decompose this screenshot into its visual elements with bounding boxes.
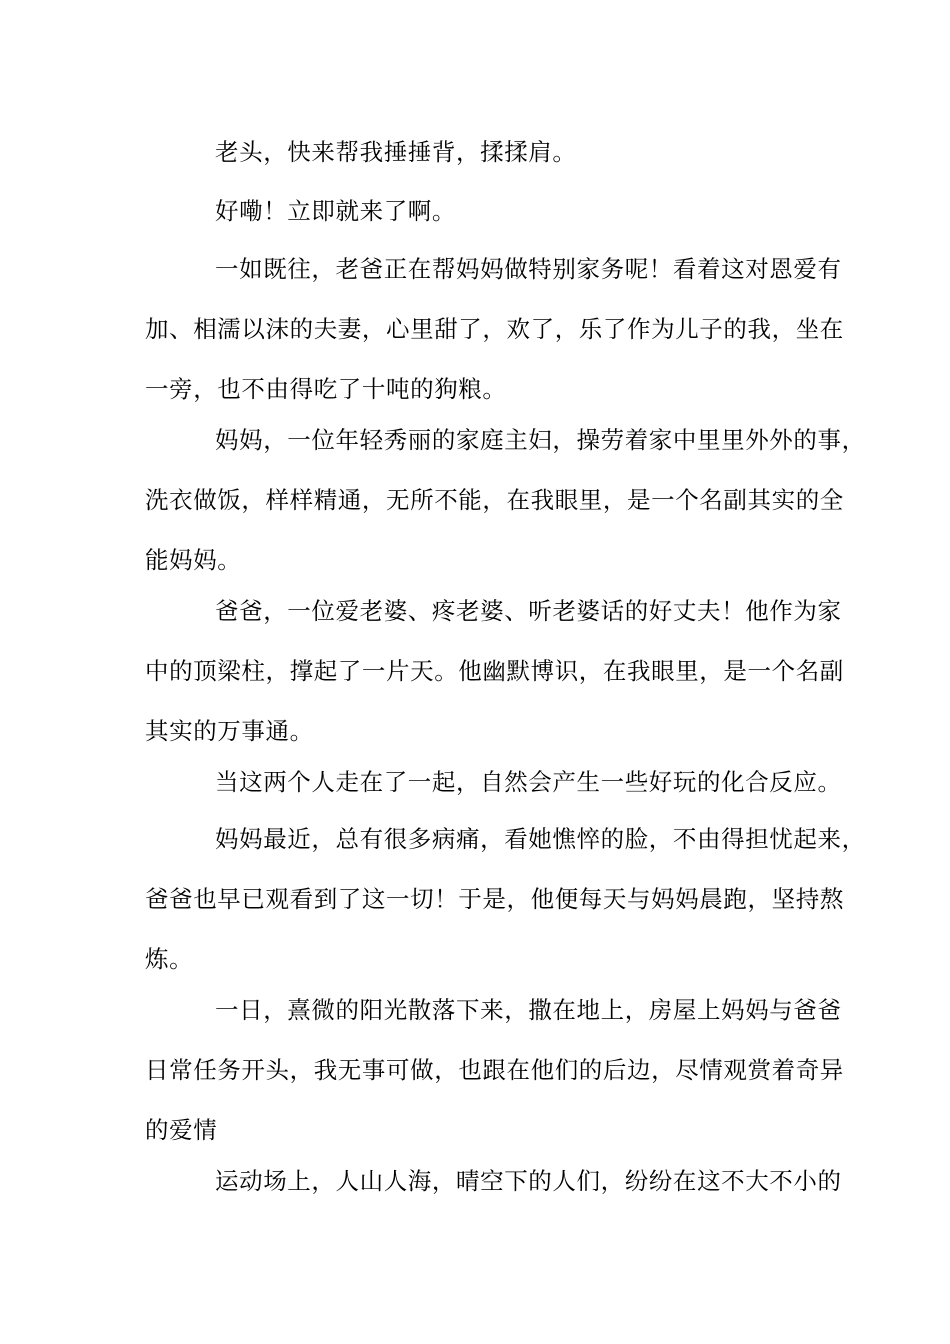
paragraph-line: 能妈妈。 [145, 546, 242, 574]
paragraph-9 [145, 1151, 842, 1211]
paragraph-line: 日常任务开头，我无事可做，也跟在他们的后边，尽情观赏着奇异 [145, 1056, 844, 1084]
paragraph-line: 妈妈最近，总有很多病痛，看她憔悴的脸，不由得担忧起来， [215, 825, 866, 853]
paragraph-line: 老头，快来帮我捶捶背，揉揉肩。 [215, 138, 577, 166]
paragraph-4 [145, 410, 866, 590]
paragraph-line: 洗衣做饭，样样精通，无所不能，在我眼里，是一个名副其实的全 [145, 486, 844, 514]
paragraph-line: 一旁，也不由得吃了十吨的狗粮。 [145, 375, 507, 403]
paragraph-1 [145, 122, 835, 182]
paragraph-line: 好嘞！立即就来了啊。 [215, 197, 456, 225]
paragraph-3 [145, 239, 844, 419]
paragraph-line: 中的顶梁柱，撑起了一片天。他幽默博识，在我眼里，是一个名副 [145, 657, 844, 685]
paragraph-6 [145, 752, 842, 812]
paragraph-line: 妈妈，一位年轻秀丽的家庭主妇，操劳着家中里里外外的事， [215, 426, 866, 454]
paragraph-line: 炼。 [145, 945, 194, 973]
paragraph-line: 一如既往，老爸正在帮妈妈做特别家务呢！看着这对恩爱有 [215, 255, 842, 283]
paragraph-5 [145, 581, 844, 761]
paragraph-line: 的爱情 [145, 1116, 218, 1144]
paragraph-7 [145, 809, 866, 989]
paragraph-line: 当这两个人走在了一起，自然会产生一些好玩的化合反应。 [215, 768, 842, 796]
paragraph-8 [145, 980, 844, 1160]
paragraph-line: 爸爸，一位爱老婆、疼老婆、听老婆话的好丈夫！他作为家 [215, 597, 842, 625]
paragraph-line: 其实的万事通。 [145, 717, 314, 745]
paragraph-line: 运动场上，人山人海，晴空下的人们，纷纷在这不大不小的 [215, 1167, 842, 1195]
paragraph-2 [145, 181, 835, 241]
paragraph-line: 爸爸也早已观看到了这一切！于是，他便每天与妈妈晨跑，坚持熬 [145, 885, 844, 913]
paragraph-line: 加、相濡以沫的夫妻，心里甜了，欢了，乐了作为儿子的我，坐在 [145, 315, 844, 343]
paragraph-line: 一日，熹微的阳光散落下来，撒在地上，房屋上妈妈与爸爸 [215, 996, 842, 1024]
